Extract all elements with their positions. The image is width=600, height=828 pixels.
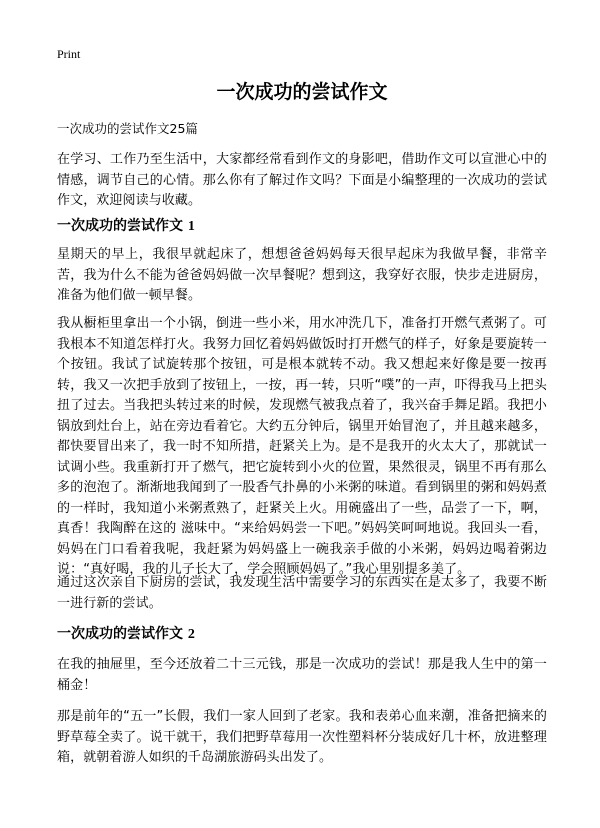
section-2-heading-number: 2 [187, 627, 195, 642]
section-1-paragraph-3: 通过这次亲自下厨房的尝试，我发现生活中需要学习的东西实在是太多了，我要不断一进行新的尝试。 [57, 575, 547, 611]
intro-paragraph: 在学习、工作乃至生活中，大家都经常看到作文的身影吧，借助作文可以宣泄心中的情感，调节自己的心情。那么你有了解过作文吗？下面是小编整理的一次成功的尝试作文，欢迎阅读与收藏。 [57, 152, 547, 208]
section-1-heading-text: 一次成功的尝试作文 [57, 218, 183, 234]
print-link[interactable]: Print [57, 47, 81, 61]
section-1-paragraph-2: 我从橱柜里拿出一个小锅，倒进一些小米，用水冲洗几下，准备打开燃气煮粥了。可我根本不知道怎样打火。我努力回忆着妈妈做饭时打开燃气的样子，好象是要旋转一个按钮。我试了试旋转那个按钮，可是根本就转不动。我又想起来好像是要一按再转，我又一次把手放到了按钮上，一按，再一转，只听“噗”的一声，吓得我马上把头扭了过去。当我把头转过来的时候，发现燃气被我点着了，我兴奋手舞足蹈。我把小锅放到灶台上，站在旁边看着它。大约五分钟后，锅里开始冒泡了，并且越来越多，都快要冒出来了，我一时不知所措，赶紧关上为。是不是我开的火太大了，那就试一试调小些。我重新打开了燃气，把它旋转到小火的位置，果然很灵，锅里不再有那么多的泡泡了。渐渐地我闻到了一股香气扑鼻的小米粥的味道。看到锅里的粥和妈妈煮的一样时，我知道小米粥煮熟了，赶紧关上火。用碗盛出了一些，品尝了一下，啊，真香！我陶醉在这的 滋味中。“来给妈妈尝一下吧。”妈妈笑呵呵地说。我回头一看，妈妈在门口看着我呢，我赶紧为妈妈盛上一碗我亲手做的小米粥，妈妈边喝着粥边说：“真好喝，我的儿子长大了，学会照顾妈妈了。”我心里别提多美了。 [57, 316, 547, 577]
section-2-heading [57, 625, 195, 644]
section-2-heading-text: 一次成功的尝试作文 [57, 626, 183, 642]
section-1-heading-number: 1 [187, 219, 195, 234]
section-1-paragraph-1: 星期天的早上，我很早就起床了，想想爸爸妈妈每天很早起床为我做早餐，非常辛苦，我为什么不能为爸爸妈妈做一次早餐呢？想到这，我穿好衣服，快步走进厨房，准备为他们做一顿早餐。 [57, 247, 547, 303]
document-subtitle: 一次成功的尝试作文25篇 [57, 121, 198, 136]
section-1-heading [57, 217, 195, 236]
page-title: 一次成功的尝试作文 [216, 81, 388, 103]
section-2-paragraph-1: 在我的抽屉里，至今还放着二十三元钱，那是一次成功的尝试！那是我人生中的第一桶金！ [57, 657, 547, 693]
section-2-paragraph-2: 那是前年的“五一”长假，我们一家人回到了老家。我和表弟心血来潮，准备把摘来的野草莓全卖了。说干就干，我们把野草莓用一次性塑料杯分装成好几十杯，放进整理箱，就朝着游人如织的千岛湖旅游码头出发了。 [57, 709, 547, 765]
